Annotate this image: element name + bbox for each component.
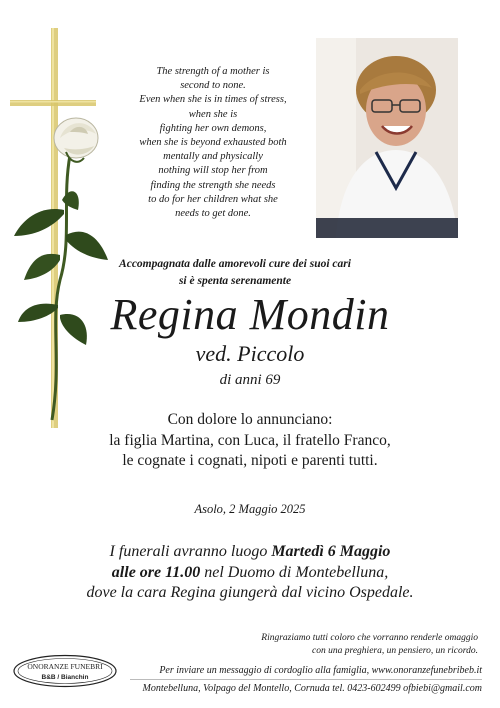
funeral-line-1 [40,542,460,563]
deceased-name: Regina Mondin [110,290,390,339]
poem-line: to do for her children what she [148,193,278,205]
poem-line: needs to get done. [175,208,251,220]
logo-bottom-text: B&B / Bianchin [41,674,89,681]
portrait-icon [316,38,458,238]
poem-line: when she is [188,108,238,120]
place-date: Asolo, 2 Maggio 2025 [194,502,306,516]
poem-line: Even when she is in times of stress, [139,94,287,106]
thanks-text [240,632,478,657]
funeral-home-logo [12,654,118,688]
funeral-place: nel Duomo di Montebelluna, [200,563,389,581]
funeral-line-3: dove la cara Regina giungerà dal vicino Ospedale. [86,584,414,601]
condolence-message-text: Per inviare un messaggio di cordoglio alla famiglia, www.onoranzefunebribeb.it [159,665,482,676]
announcement-line-3: le cognate i cognati, nipoti e parenti tutti. [122,452,378,469]
portrait-photo [316,38,458,238]
poem-line: second to none. [180,80,246,92]
funeral-time: alle ore 11.00 [111,563,201,581]
cross-rose-decoration [0,0,120,440]
poem-line: fighting her own demons, [159,122,267,134]
funeral-text: I funerali avranno luogo [109,543,272,560]
intro-text [108,256,362,290]
announcement [60,410,440,472]
announcement-line-2: la figlia Martina, con Luca, il fratello Franco, [109,431,391,449]
widow-of: ved. Piccolo [195,341,305,366]
age: di anni 69 [219,372,281,388]
announcement-line-1: Con dolore lo annunciano: [167,411,333,428]
funeral-date: Martedì 6 Maggio [271,543,391,560]
intro-line-1: Accompagnata dalle amorevoli cure dei suoi cari [119,258,351,270]
intro-line-2: si è spenta serenamente [178,275,292,287]
poem-line: mentally and physically [163,151,263,163]
thanks-line-2: con una preghiera, un pensiero, un ricordo. [312,645,478,656]
logo-top-text: ONORANZE FUNEBRI [27,662,103,671]
poem-line: finding the strength she needs [150,179,276,191]
funeral-line-2 [40,563,460,584]
poem [118,65,308,221]
contact-info: Montebelluna, Volpago del Montello, Cornuda tel. 0423-602499 ofbiebi@gmail.com [130,679,482,696]
poem-line: when she is beyond exhausted both [139,137,287,149]
poem-line: nothing will stop her from [158,165,268,177]
poem-line: The strength of a mother is [156,66,270,77]
funeral-info [40,542,460,604]
thanks-line-1: Ringraziamo tutti coloro che vorranno renderle omaggio [261,633,478,643]
